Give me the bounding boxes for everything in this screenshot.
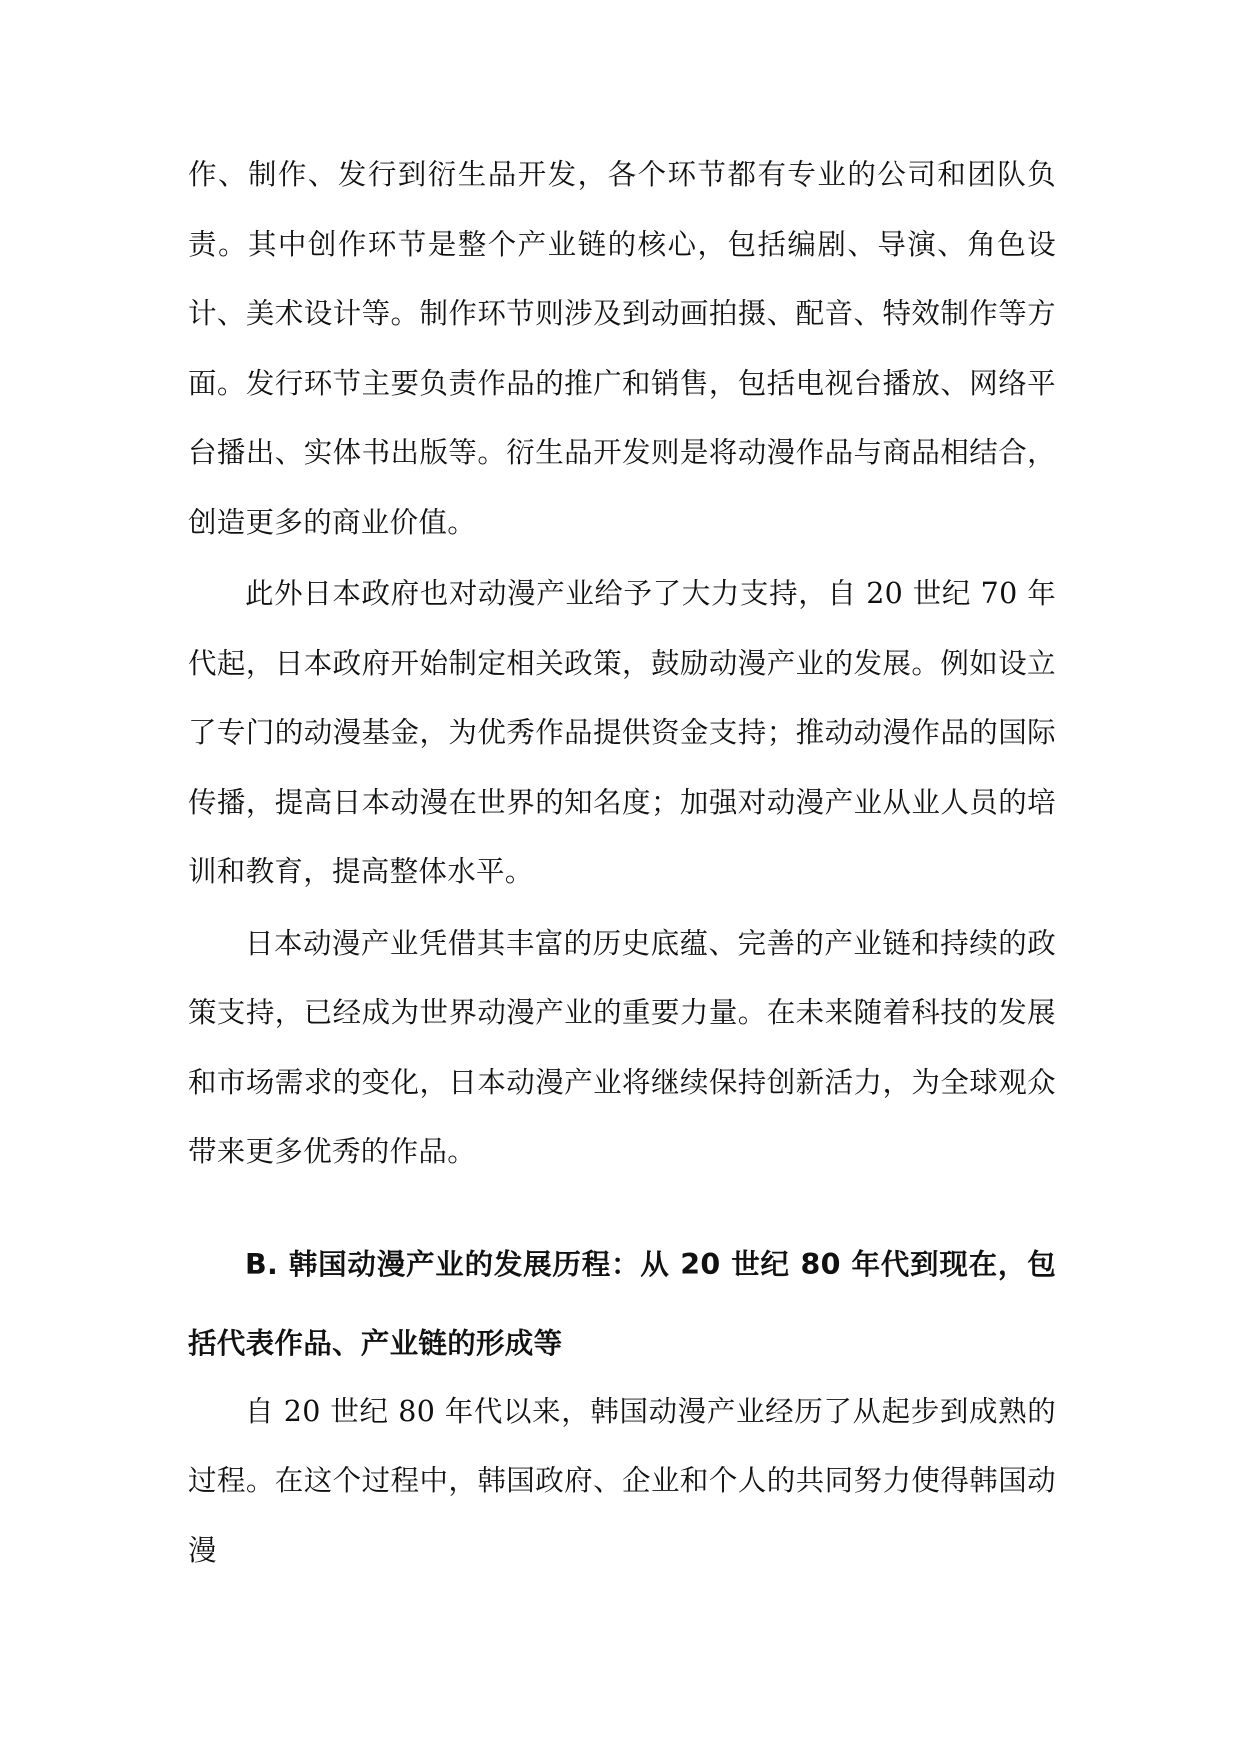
page-content: [188, 140, 1056, 1585]
paragraph-industry-chain: 作、制作、发行到衍生品开发，各个环节都有专业的公司和团队负责。其中创作环节是整个产业链的核心，包括编剧、导演、角色设计、美术设计等。制作环节则涉及到动画拍摄、配音、特效制作等方面。发行环节主要负责作品的推广和销售，包括电视台播放、网络平台播出、实体书出版等。衍生品开发则是将动漫作品与商品相结合，创造更多的商业价值。: [188, 158, 1056, 539]
paragraph-korea-intro: 自 20 世纪 80 年代以来，韩国动漫产业经历了从起步到成熟的过程。在这个过程中，韩国政府、企业和个人的共同努力使得韩国动漫: [188, 1394, 1056, 1567]
paragraph-japan-summary: 日本动漫产业凭借其丰富的历史底蕴、完善的产业链和持续的政策支持，已经成为世界动漫产业的重要力量。在未来随着科技的发展和市场需求的变化，日本动漫产业将继续保持创新活力，为全球观众带来更多优秀的作品。: [188, 926, 1056, 1168]
paragraph-government-support: 此外日本政府也对动漫产业给予了大力支持，自 20 世纪 70 年代起，日本政府开始制定相关政策，鼓励动漫产业的发展。例如设立了专门的动漫基金，为优秀作品提供资金支持；推动动漫作品的国际传播，提高日本动漫在世界的知名度；加强对动漫产业从业人员的培训和教育，提高整体水平。: [188, 577, 1056, 888]
section-heading-korea: B. 韩国动漫产业的发展历程：从 20 世纪 80 年代到现在，包括代表作品、产业链的形成等: [188, 1247, 1056, 1360]
